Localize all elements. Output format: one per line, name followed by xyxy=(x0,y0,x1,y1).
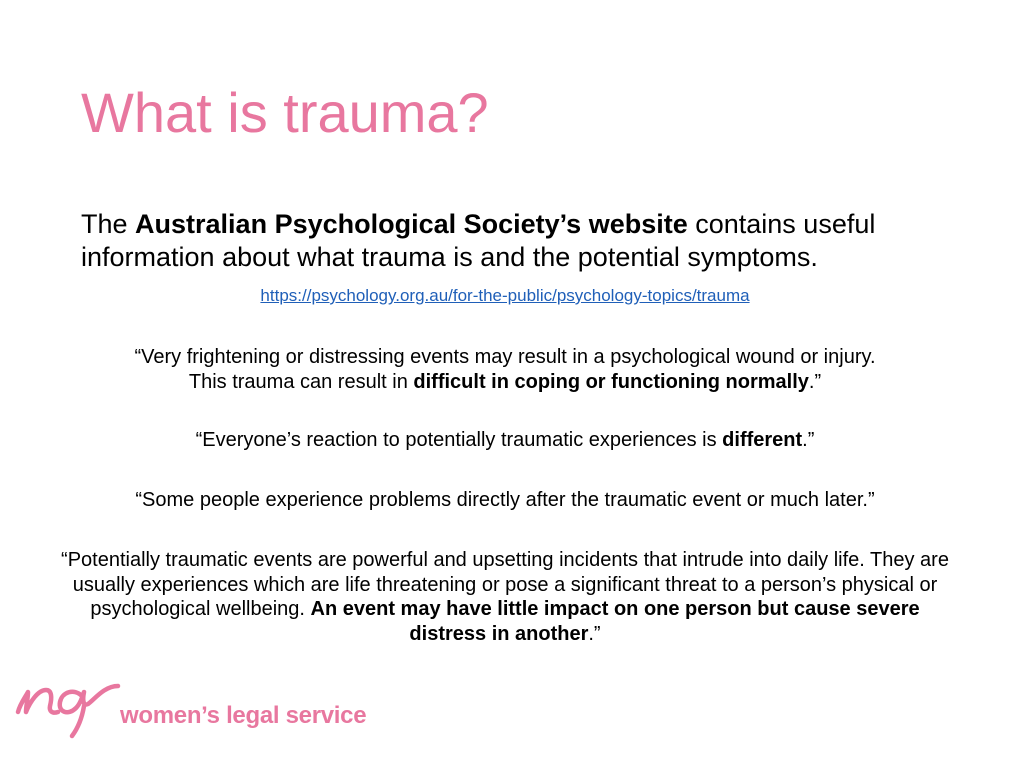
quote-1-bold: difficult in coping or functioning normally xyxy=(413,370,809,393)
nq-logo-mark-icon xyxy=(14,674,132,746)
quote-2-prefix: “Everyone’s reaction to potentially traumatic experiences is xyxy=(195,429,723,451)
quote-psychological-wound xyxy=(60,345,950,394)
quote-1-suffix: .” xyxy=(808,370,822,393)
quote-2-suffix: .” xyxy=(802,429,815,451)
womens-legal-service-logo xyxy=(14,674,374,746)
trauma-topic-link[interactable]: https://psychology.org.au/for-the-public/psychology-topics/trauma xyxy=(260,286,750,305)
intro-suffix: contains useful information about what trauma is and the potential symptoms. xyxy=(81,209,876,272)
quote-1-line-2-prefix: This trauma can result in xyxy=(188,370,414,393)
intro-paragraph xyxy=(81,208,961,274)
quote-2-bold: different xyxy=(722,429,803,451)
intro-source-name: Australian Psychological Society’s website xyxy=(135,209,688,239)
quote-4-bold: An event may have little impact on one person but cause severe distress in another xyxy=(310,598,920,645)
quote-4-prefix: “Potentially traumatic events are powerful and upsetting incidents that intrude into daily life. They are usually experiences which are life threatening or pose a significant threat to a person’s physical or psychological wellbeing. xyxy=(61,549,949,620)
logo-wordmark: women’s legal service xyxy=(120,702,367,729)
quote-1-line-1: “Very frightening or distressing events may result in a psychological wound or injury. xyxy=(134,346,876,368)
quote-traumatic-events xyxy=(60,548,950,646)
quote-reaction-different xyxy=(60,428,950,453)
quote-problems-timing: “Some people experience problems directly after the traumatic event or much later.” xyxy=(135,489,875,511)
link-line xyxy=(0,285,1010,307)
slide-title: What is trauma? xyxy=(81,81,489,144)
quote-4-suffix: .” xyxy=(588,622,601,645)
intro-prefix: The xyxy=(81,209,136,239)
